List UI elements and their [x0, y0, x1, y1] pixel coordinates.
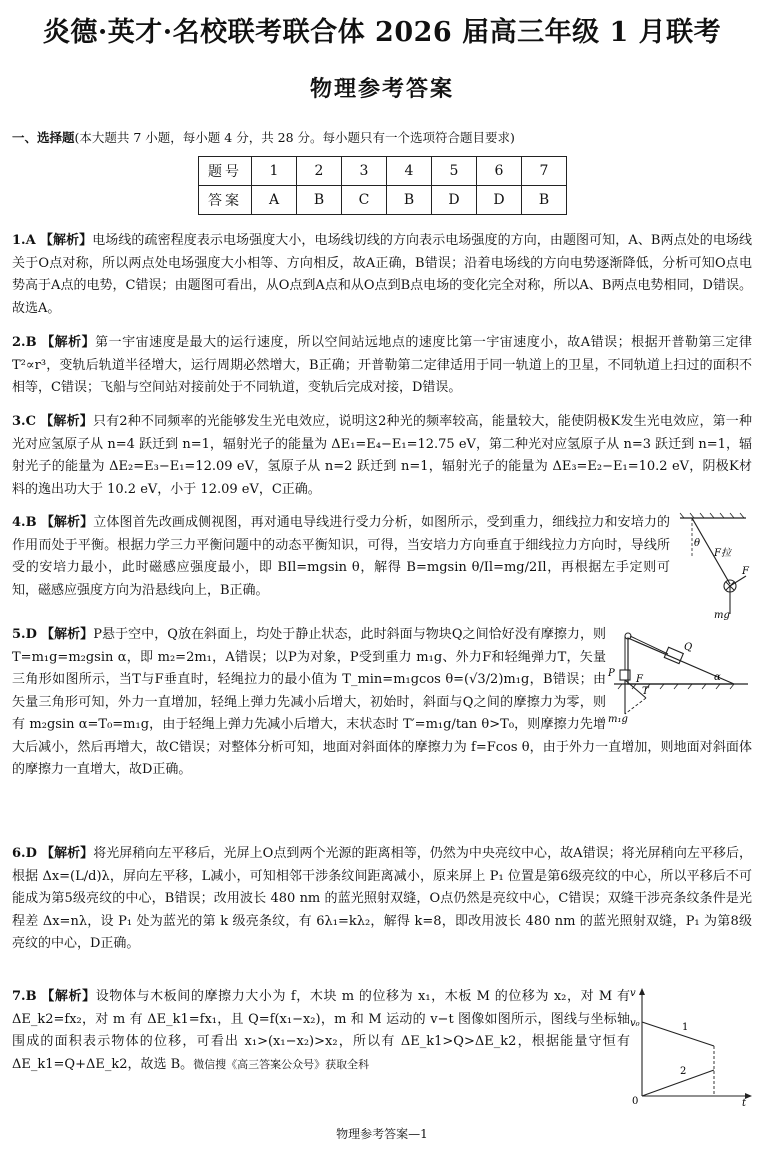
t-axis-arrow [745, 1093, 752, 1099]
solution-text: 设物体与木板间的摩擦力大小为 f，木块 m 的位移为 x₁，木板 M 的位移为 x₂，对 M 有 ΔE_k2=fx₂，对 m 有 ΔE_k1=fx₁，且 Q=f(x₁−x₂)，m 和 M 运动的 v−t 图像如图所示，图线与坐标轴围成的面积表示物体的位移，可看出 x₁>(x₁−x₂)>x₂，所以有 ΔE_k1>Q>ΔE_k2，根据能量守恒有 ΔE_k1=Q+ΔE_k2，故选 B。 [12, 989, 630, 1072]
velocity-time-graph [630, 986, 752, 1106]
figure-label: F [742, 566, 749, 577]
table-cell: A [252, 186, 297, 215]
table-cell: 7 [522, 157, 567, 186]
force-triangle-side [625, 698, 646, 714]
table-cell: D [432, 186, 477, 215]
figure-label: 1 [682, 1022, 689, 1033]
table-row-answers [199, 186, 567, 215]
v-axis-arrow [639, 988, 645, 995]
figure-label: v [630, 988, 636, 999]
solution-number: 7.B [12, 989, 37, 1004]
figure-label: Q [684, 642, 693, 653]
table-cell: 6 [477, 157, 522, 186]
section-label: 一、选择题 [12, 130, 75, 145]
promo-note: 微信搜《高三答案公众号》获取全科 [193, 1057, 370, 1071]
figure-label: 2 [680, 1066, 687, 1077]
figure-label: 0 [632, 1096, 639, 1106]
solution-tag: 【解析】 [40, 414, 93, 429]
solution-text: 立体图首先改画成侧视图，再对通电导线进行受力分析，如图所示，受到重力，细线拉力和安培力的作用而处于平衡。根据力学三力平衡问题中的动态平衡知识，可得，当安培力方向垂直于细线拉力方向时，导线所受的安培力最小，此时磁感应强度最小，即 BIl=mgsin θ，解得 B=mgsin θ/Il=mg/2Il，再根据左手定则可知，磁感应强度方向为沿悬线向上，B正确。 [12, 515, 670, 598]
figure-label: t [742, 1098, 747, 1106]
solution-3 [12, 411, 752, 501]
figure-label: mg [714, 610, 730, 620]
answer-table [198, 156, 567, 215]
figure-label: F [636, 674, 643, 685]
solution-6 [12, 843, 752, 956]
table-cell: 5 [432, 157, 477, 186]
table-cell: B [522, 186, 567, 215]
solution-2 [12, 332, 752, 400]
answer-key-title: 物理参考答案 [309, 76, 454, 102]
solution-tag: 【解析】 [41, 989, 96, 1004]
figure-label: v₀ [630, 1018, 640, 1029]
figure-label: P [608, 668, 615, 679]
table-header-number: 题号 [199, 157, 252, 186]
solution-4 [12, 512, 752, 620]
solution-tag: 【解析】 [41, 846, 94, 861]
section-heading [12, 129, 752, 146]
table-cell: C [342, 186, 387, 215]
incline-force-diagram [606, 624, 752, 724]
solution-text: 将光屏稍向左平移后，光屏上O点到两个光源的距离相等，仍然为中央亮纹中心，故A错误；将光屏稍向左平移后，根据 Δx=(L/d)λ，屏向左平移，L减小，可知相邻干涉条纹间距离减小，原来屏上 P₁ 位置是第6级亮纹的中心，所以平移后不可能成为第5级亮纹的中心，B错误；改用波长 480 nm 的蓝光照射双缝，O点仍然是亮纹中心，C错误；双缝干涉亮条纹条件是光程差 Δx=nλ，设 P₁ 处为蓝光的第 k 级亮条纹，有 6λ₁=kλ₂，解得 k=8，即改用波长 480 nm 的蓝光照射双缝，P₁ 为第8级亮纹的中心，D正确。 [12, 846, 752, 951]
solution-7 [12, 986, 752, 1106]
solution-tag: 【解析】 [41, 627, 94, 642]
ceiling-hatch [680, 513, 744, 518]
table-cell: 1 [252, 157, 297, 186]
solution-5 [12, 624, 752, 782]
solution-number: 6.D [12, 846, 37, 861]
section-note: (本大题共 7 小题，每小题 4 分，共 28 分。每小题只有一个选项符合题目要求) [74, 130, 515, 145]
solution-1 [12, 230, 752, 320]
solution-number: 1.A [12, 233, 36, 248]
graph-line-1 [642, 1022, 714, 1046]
table-header-answer: 答案 [199, 186, 252, 215]
solution-number: 2.B [12, 335, 37, 350]
table-row-numbers [199, 157, 567, 186]
solution-text: 只有2种不同频率的光能够发生光电效应，说明这2种光的频率较高，能量较大，能使阴极K发生光电效应，第一种光对应氢原子从 n=4 跃迁到 n=1，辐射光子的能量为 ΔE₁=E₄−E₁=12.75 eV，第二种光对应氢原子从 n=3 跃迁到 n=1，辐射光子的能量为 ΔE₂=E₃−E₁=12.09 eV，氢原子从 n=2 跃迁到 n=1，辐射光子的能量为 ΔE₃=E₂−E₁=10.2 eV，阴极K材料的逸出功大于 10.2 eV，小于 12.09 eV，C正确。 [12, 414, 752, 497]
solution-number: 3.C [12, 414, 36, 429]
solution-number: 5.D [12, 627, 37, 642]
solution-text: P悬于空中，Q放在斜面上，均处于静止状态，此时斜面与物块Q之间恰好没有摩擦力，则 T=m₁g=m₂gsin α，即 m₂=2m₁，A错误；以P为对象，P受到重力 m₁g、外力F和轻绳弹力T，矢量三角形如图所示，当T与F垂直时，轻绳拉力的最小值为 T_min=m₁gcos θ=(√3/2)m₁g，B错误；由矢量三角形可知，外力一直增加，轻绳上弹力先减小后增大，初始时，斜面与Q之间的摩擦力为零，则有 m₂gsin α=T₀=m₁g，由于轻绳上弹力先减小后增大，末状态时 T′=m₁g/tan θ>T₀，则摩擦力先增大后减小，然后再增大，故C错误；对整体分析可知，地面对斜面体的摩擦力为 f=Fcos θ，由于外力一直增加，则地面对斜面体的摩擦力一直增大，故D正确。 [12, 627, 752, 777]
table-cell: D [477, 186, 522, 215]
table-cell: B [297, 186, 342, 215]
wire-force-diagram [670, 512, 752, 620]
table-cell: B [387, 186, 432, 215]
table-cell: 4 [387, 157, 432, 186]
figure-label: F拉 [714, 548, 731, 559]
exam-title: 炎德·英才·名校联考联合体 2026 届高三年级 1 月联考 [42, 17, 722, 48]
graph-line-2 [642, 1070, 714, 1096]
figure-label: m₁g [608, 714, 628, 724]
figure-label: α [714, 672, 721, 683]
solution-tag: 【解析】 [41, 335, 96, 350]
rope-to-block [630, 636, 668, 654]
table-cell: 2 [297, 157, 342, 186]
figure-label: θ [694, 538, 701, 549]
table-cell: 3 [342, 157, 387, 186]
solution-number: 4.B [12, 515, 37, 530]
solution-text: 第一宇宙速度是最大的运行速度，所以空间站远地点的速度比第一宇宙速度小，故A错误；根据开普勒第三定律 T²∝r³，变轨后轨道半径增大，运行周期必然增大，B正确；开普勒第二定律适用于同一轨道上的卫星，不同轨道上扫过的面积不相等，C错误；飞船与空间站对接前处于不同轨道，变轨后完成对接，D错误。 [12, 335, 752, 395]
solution-tag: 【解析】 [40, 515, 94, 530]
solution-text: 电场线的疏密程度表示电场强度大小，电场线切线的方向表示电场强度的方向，由题图可知，A、B两点处的电场线关于O点对称，所以两点处电场强度大小相等、方向相反，故A正确，B错误；沿着电场线的方向电势逐渐降低，分析可知O点电势高于A点的电势，C错误；由题图可看出，从O点到A点和从O点到B点电场的变化完全对称，所以A、B两点电势相同，D错误。故选A。 [12, 233, 752, 316]
page-footer: 物理参考答案—1 [336, 1127, 428, 1141]
solution-tag: 【解析】 [39, 233, 93, 248]
figure-label: T [642, 686, 649, 697]
